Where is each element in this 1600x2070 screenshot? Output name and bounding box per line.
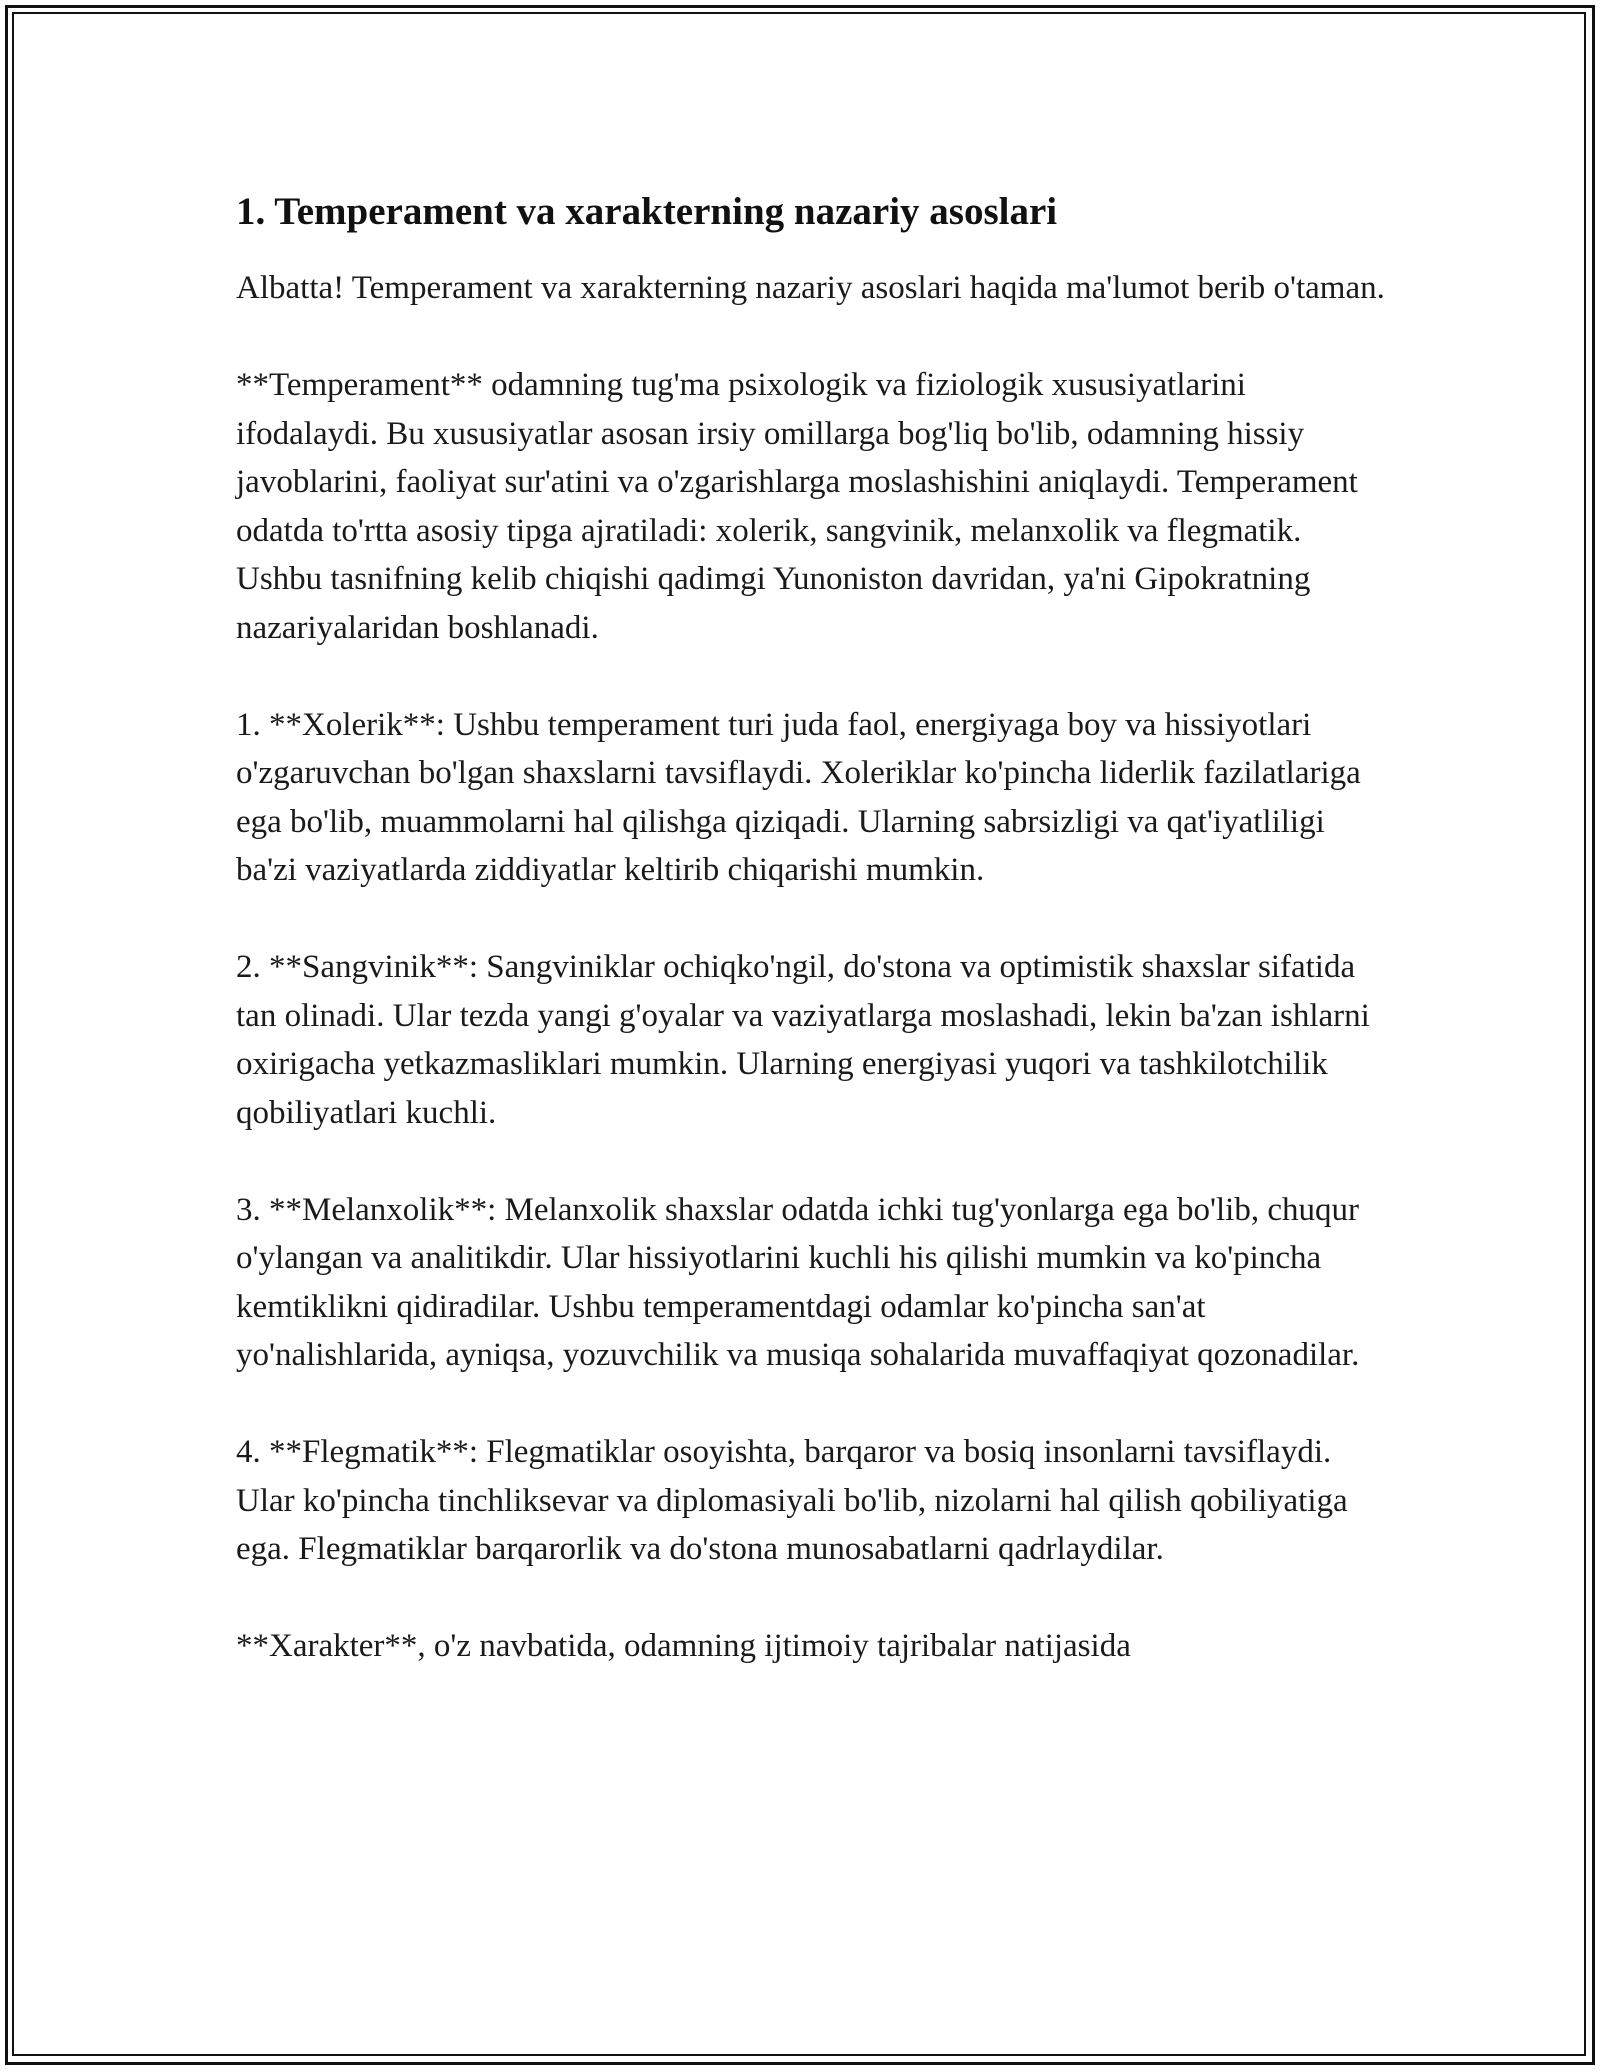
temperament-paragraph: **Temperament** odamning tug'ma psixologik va fiziologik xususiyatlarini ifodalaydi. Bu xususiyatlar asosan irsiy omillarga bog'liq bo'lib, odamning hissiy javoblarini, faoliyat sur'atini va o'zgarishlarga moslashishini aniqlaydi. Temperament odatda to'rtta asosiy tipga ajratiladi: xolerik, sangvinik, melanxolik va flegmatik. Ushbu tasnifning kelib chiqishi qadimgi Yunoniston davridan, ya'ni Gipokratning nazariyalaridan boshlanadi. [236,367,1358,646]
melanxolik-paragraph: 3. **Melanxolik**: Melanxolik shaxslar odatda ichki tug'yonlarga ega bo'lib, chuqur o'ylangan va analitikdir. Ular hissiyotlarini kuchli his qilishi mumkin va ko'pincha kemtiklikni qidiradilar. Ushbu temperamentdagi odamlar ko'pincha san'at yo'nalishlarida, ayniqsa, yozuvchilik va musiqa sohalarida muvaffaqiyat qozonadilar. [236,1191,1360,1373]
document-page [236,186,1386,1671]
sangvinik-paragraph: 2. **Sangvinik**: Sangviniklar ochiqko'ngil, do'stona va optimistik shaxslar sifatida tan olinadi. Ular tezda yangi g'oyalar va vaziyatlarga moslashadi, lekin ba'zan ishlarni oxirigacha yetkazmasliklari mumkin. Ularning energiyasi yuqori va tashkilotchilik qobiliyatlari kuchli. [236,949,1370,1131]
document-title: 1. Temperament va xarakterning nazariy asoslari [236,190,1058,233]
xarakter-paragraph: **Xarakter**, o'z navbatida, odamning ijtimoiy tajribalar natijasida [236,1628,1131,1664]
xolerik-paragraph: 1. **Xolerik**: Ushbu temperament turi juda faol, energiyaga boy va hissiyotlari o'zgaruvchan bo'lgan shaxslarni tavsiflaydi. Xoleriklar ko'pincha liderlik fazilatlariga ega bo'lib, muammolarni hal qilishga qiziqadi. Ularning sabrsizligi va qat'iyatliligi ba'zi vaziyatlarda ziddiyatlar keltirib chiqarishi mumkin. [236,706,1361,888]
flegmatik-paragraph: 4. **Flegmatik**: Flegmatiklar osoyishta, barqaror va bosiq insonlarni tavsiflaydi. Ular ko'pincha tinchliksevar va diplomasiyali bo'lib, nizolarni hal qilish qobiliyatiga ega. Flegmatiklar barqarorlik va do'stona munosabatlarni qadrlaydilar. [236,1434,1348,1567]
intro-paragraph: Albatta! Temperament va xarakterning nazariy asoslari haqida ma'lumot berib o'taman. [236,270,1385,306]
